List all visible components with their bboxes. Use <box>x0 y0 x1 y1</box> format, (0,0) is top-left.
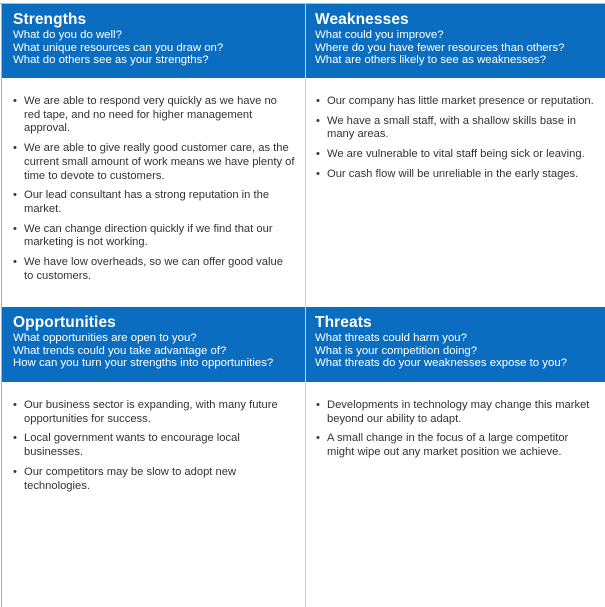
threats-question: What is your competition doing? <box>315 344 478 357</box>
strengths-list <box>12 95 295 283</box>
threats-question: What threats could harm you? <box>315 332 467 344</box>
threats-question: What threats do your weaknesses expose to you? <box>315 357 568 370</box>
list-item-text: We are able to respond very quickly as we have no red tape, and no need for higher management approval. <box>24 95 277 135</box>
list-item-text: We have low overheads, so we can offer good value to customers. <box>24 256 283 282</box>
strengths-body <box>2 78 305 307</box>
bullet-icon: • <box>13 95 17 107</box>
opportunities-question: How can you turn your strengths into opportunities? <box>13 357 274 370</box>
weaknesses-body <box>306 78 605 307</box>
list-item-text: Our company has little market presence or reputation. <box>327 95 594 107</box>
list-item <box>12 399 295 426</box>
opportunities-body <box>2 382 305 607</box>
list-item <box>12 142 295 183</box>
bullet-icon: • <box>316 399 320 411</box>
list-item <box>315 168 595 182</box>
list-item-text: Our business sector is expanding, with many future opportunities for success. <box>24 399 278 425</box>
strengths-question: What do you do well? <box>13 29 122 41</box>
list-item <box>12 189 295 216</box>
list-item-text: We have a small staff, with a shallow skills base in many areas. <box>327 114 576 141</box>
bullet-icon: • <box>13 222 17 235</box>
threats-list <box>315 399 595 460</box>
strengths-question: What unique resources can you draw on? <box>13 41 224 54</box>
list-item <box>315 399 595 426</box>
weaknesses-list <box>315 95 595 182</box>
threats-body <box>306 382 605 607</box>
list-item <box>315 115 595 142</box>
opportunities-question: What trends could you take advantage of? <box>13 344 227 357</box>
opportunities-list <box>12 399 295 493</box>
list-item <box>12 432 295 459</box>
threats-title: Threats <box>315 314 372 331</box>
list-item-text: Our cash flow will be unreliable in the early stages. <box>327 167 579 180</box>
weaknesses-header <box>306 4 605 78</box>
column-divider <box>305 4 306 607</box>
list-item-text: Our competitors may be slow to adopt new technologies. <box>24 465 237 492</box>
bullet-icon: • <box>13 432 17 445</box>
bullet-icon: • <box>13 189 17 202</box>
list-item-text: Local government wants to encourage local businesses. <box>24 432 240 459</box>
strengths-title: Strengths <box>13 11 87 28</box>
list-item-text: We are vulnerable to vital staff being sick or leaving. <box>327 148 585 161</box>
bullet-icon: • <box>13 142 17 155</box>
bullet-icon: • <box>316 148 320 161</box>
bullet-icon: • <box>13 256 17 269</box>
bullet-icon: • <box>316 114 320 127</box>
list-item <box>12 95 295 136</box>
threats-header <box>306 307 605 382</box>
list-item-text: We are able to give really good customer care, as the current small amount of work means we have plenty of time to devote to customers. <box>24 142 295 182</box>
weaknesses-question: What are others likely to see as weaknesses? <box>315 54 547 67</box>
strengths-header <box>2 4 305 78</box>
list-item-text: Developments in technology may change this market beyond our ability to adapt. <box>327 399 590 425</box>
opportunities-question: What opportunities are open to you? <box>13 332 197 344</box>
weaknesses-question: Where do you have fewer resources than others? <box>315 41 565 54</box>
bullet-icon: • <box>316 432 320 445</box>
list-item <box>315 432 595 459</box>
weaknesses-title: Weaknesses <box>315 11 409 28</box>
list-item <box>12 256 295 283</box>
bullet-icon: • <box>316 167 320 180</box>
opportunities-title: Opportunities <box>13 314 116 331</box>
bullet-icon: • <box>13 465 17 478</box>
opportunities-header <box>2 307 305 382</box>
weaknesses-question: What could you improve? <box>315 29 444 41</box>
bullet-icon: • <box>316 95 320 107</box>
list-item-text: We can change direction quickly if we find that our marketing is not working. <box>24 222 273 249</box>
list-item <box>12 223 295 250</box>
list-item <box>315 95 595 109</box>
list-item <box>12 466 295 493</box>
bullet-icon: • <box>13 399 17 411</box>
list-item <box>315 148 595 162</box>
list-item-text: A small change in the focus of a large competitor might wipe out any market position we achieve. <box>327 432 569 459</box>
left-border <box>1 4 2 607</box>
list-item-text: Our lead consultant has a strong reputation in the market. <box>24 189 270 215</box>
strengths-question: What do others see as your strengths? <box>13 54 209 67</box>
